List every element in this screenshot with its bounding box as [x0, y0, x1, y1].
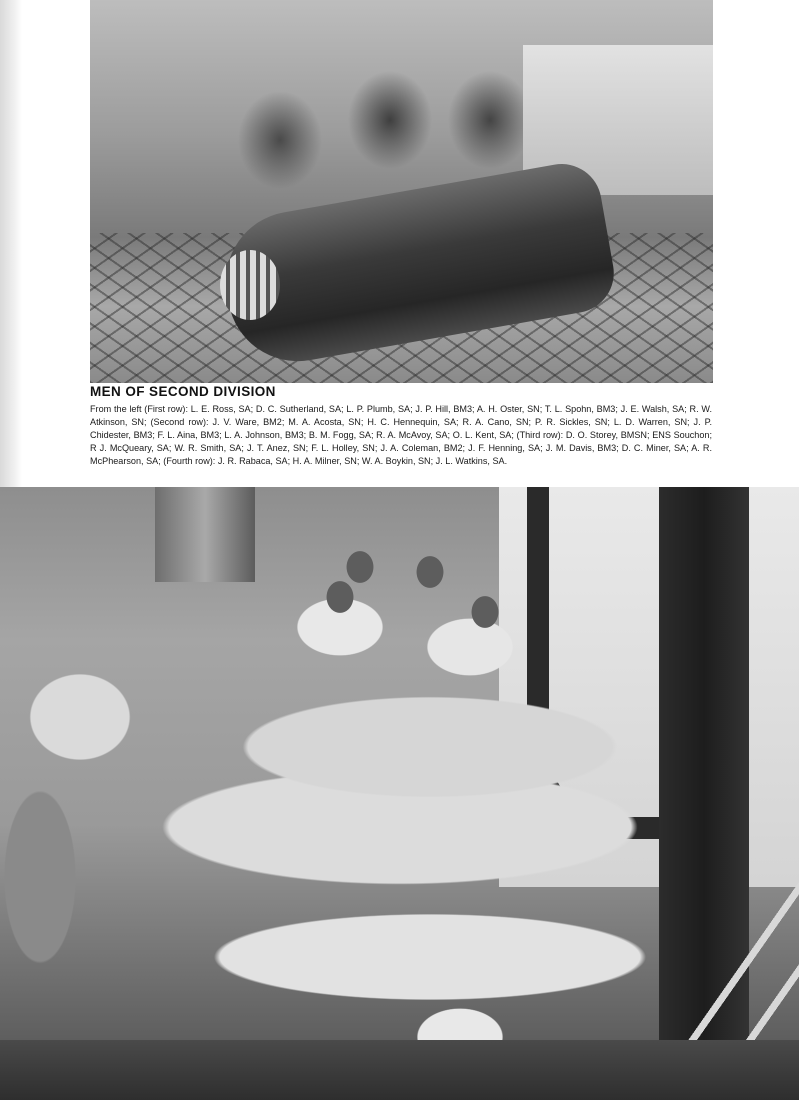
photo-sailors-moving-shell	[90, 0, 713, 383]
caption-title: MEN OF SECOND DIVISION	[90, 384, 276, 399]
photo-shell-nose	[220, 250, 280, 320]
photo-division-group	[0, 487, 799, 1100]
caption-names: From the left (First row): L. E. Ross, SA; D. C. Sutherland, SA; L. P. Plumb, SA; J. P. Hill, BM3; A. H. Oster, SN; T. L. Spohn, BM3; J. E. Walsh, SA; R. W. Atkinson, SN; (Second row): J. V. Ware, BM2; M. A. Acosta, SN; H. C. Hennequin, SA; R. A. Cano, SN; P. R. Sickles, SN; L. D. Warren, SN; J. P. Chidester, BM3; F. L. Aina, BM3; L. A. Johnson, BM3; B. M. Fogg, SA; R. A. McAvoy, SA; O. L. Kent, SA; (Third row): D. O. Storey, BMSN; ENS Souchon; R J. McQueary, SA; W. R. Smith, SA; J. T. Anez, SN; F. L. Holley, SN; J. A. Coleman, BM2; J. F. Henning, SA; J. M. Davis, BM3; D. C. Miner, SA; A. R. McPhearson, SA; (Fourth row): J. R. Rabaca, SA; H. A. Milner, SN; W. A. Boykin, SN; J. L. Watkins, SA.	[90, 404, 712, 467]
photo-deck	[0, 1040, 799, 1100]
photo-group-of-sailors	[0, 517, 760, 1100]
